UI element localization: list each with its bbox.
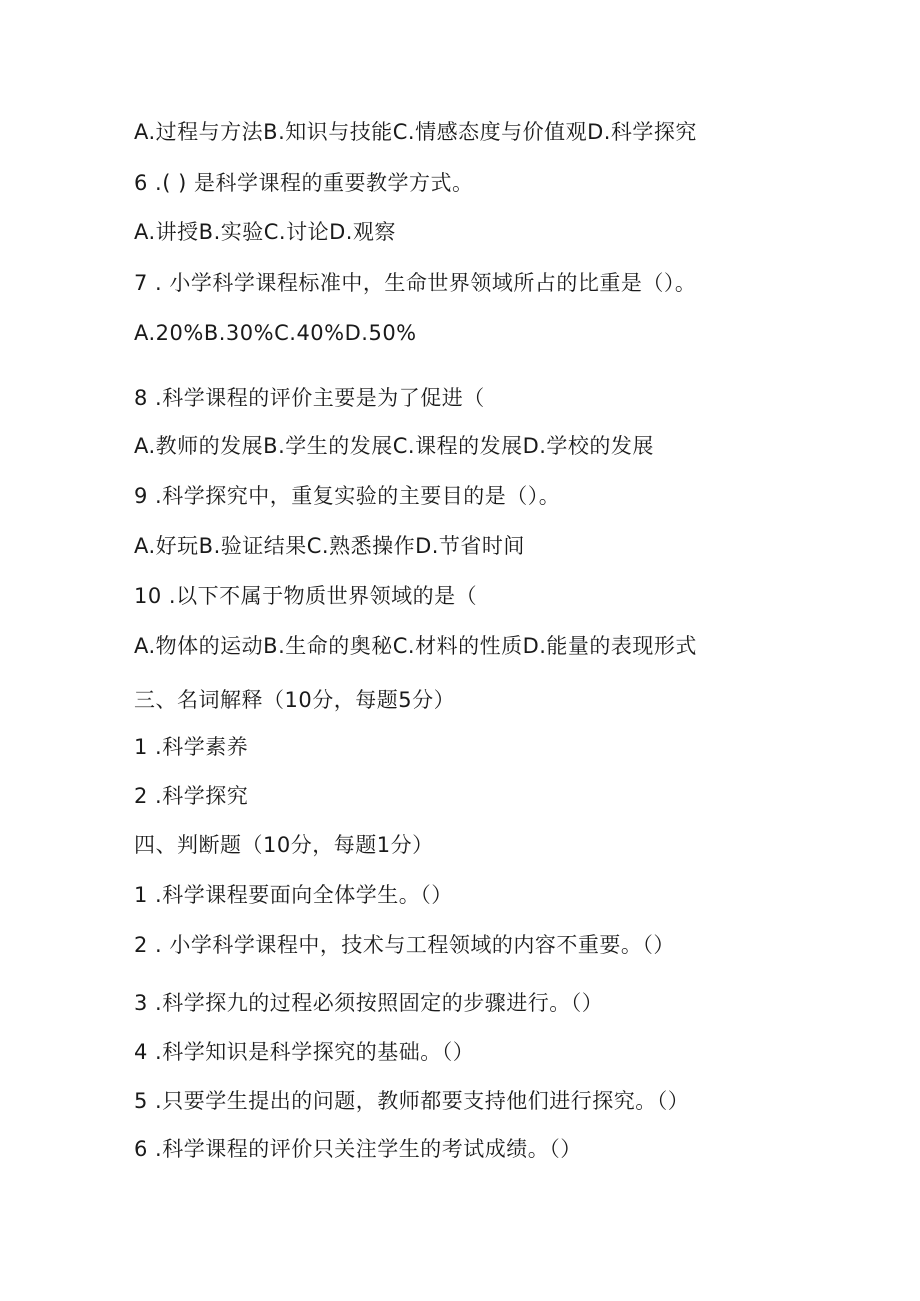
judgement-3: 3 .科学探九的过程必须按照固定的步骤进行。（） [134, 991, 604, 1015]
section-3-heading: 三、名词解释（10分，每题5分） [134, 688, 456, 712]
section-4-heading: 四、判断题（10分，每题1分） [134, 833, 434, 857]
question-10: 10 .以下不属于物质世界领域的是（ [134, 584, 478, 608]
question-5-options: A.过程与方法B.知识与技能C.情感态度与价值观D.科学探究 [134, 120, 697, 144]
question-8-options: A.教师的发展B.学生的发展C.课程的发展D.学校的发展 [134, 434, 654, 458]
question-8: 8 .科学课程的评价主要是为了促进（ [134, 386, 485, 410]
judgement-6: 6 .科学课程的评价只关注学生的考试成绩。（） [134, 1137, 582, 1161]
judgement-5: 5 .只要学生提出的问题，教师都要支持他们进行探究。（） [134, 1089, 690, 1113]
judgement-4: 4 .科学知识是科学探究的基础。（） [134, 1040, 475, 1064]
judgement-1: 1 .科学课程要面向全体学生。（） [134, 883, 453, 907]
judgement-2: 2 . 小学科学课程中，技术与工程领域的内容不重要。（） [134, 933, 675, 957]
question-9: 9 .科学探究中，重复实验的主要目的是（）。 [134, 484, 561, 508]
question-7: 7 . 小学科学课程标准中，生命世界领域所占的比重是（）。 [134, 271, 697, 295]
question-10-options: A.物体的运动B.生命的奥秘C.材料的性质D.能量的表现形式 [134, 634, 697, 658]
term-2: 2 .科学探究 [134, 784, 249, 808]
question-9-options: A.好玩B.验证结果C.熟悉操作D.节省时间 [134, 534, 525, 558]
question-6: 6 .( ) 是科学课程的重要教学方式。 [134, 171, 474, 195]
term-1: 1 .科学素养 [134, 735, 249, 759]
question-7-options: A.20%B.30%C.40%D.50% [134, 321, 417, 345]
question-6-options: A.讲授B.实验C.讨论D.观察 [134, 220, 396, 244]
